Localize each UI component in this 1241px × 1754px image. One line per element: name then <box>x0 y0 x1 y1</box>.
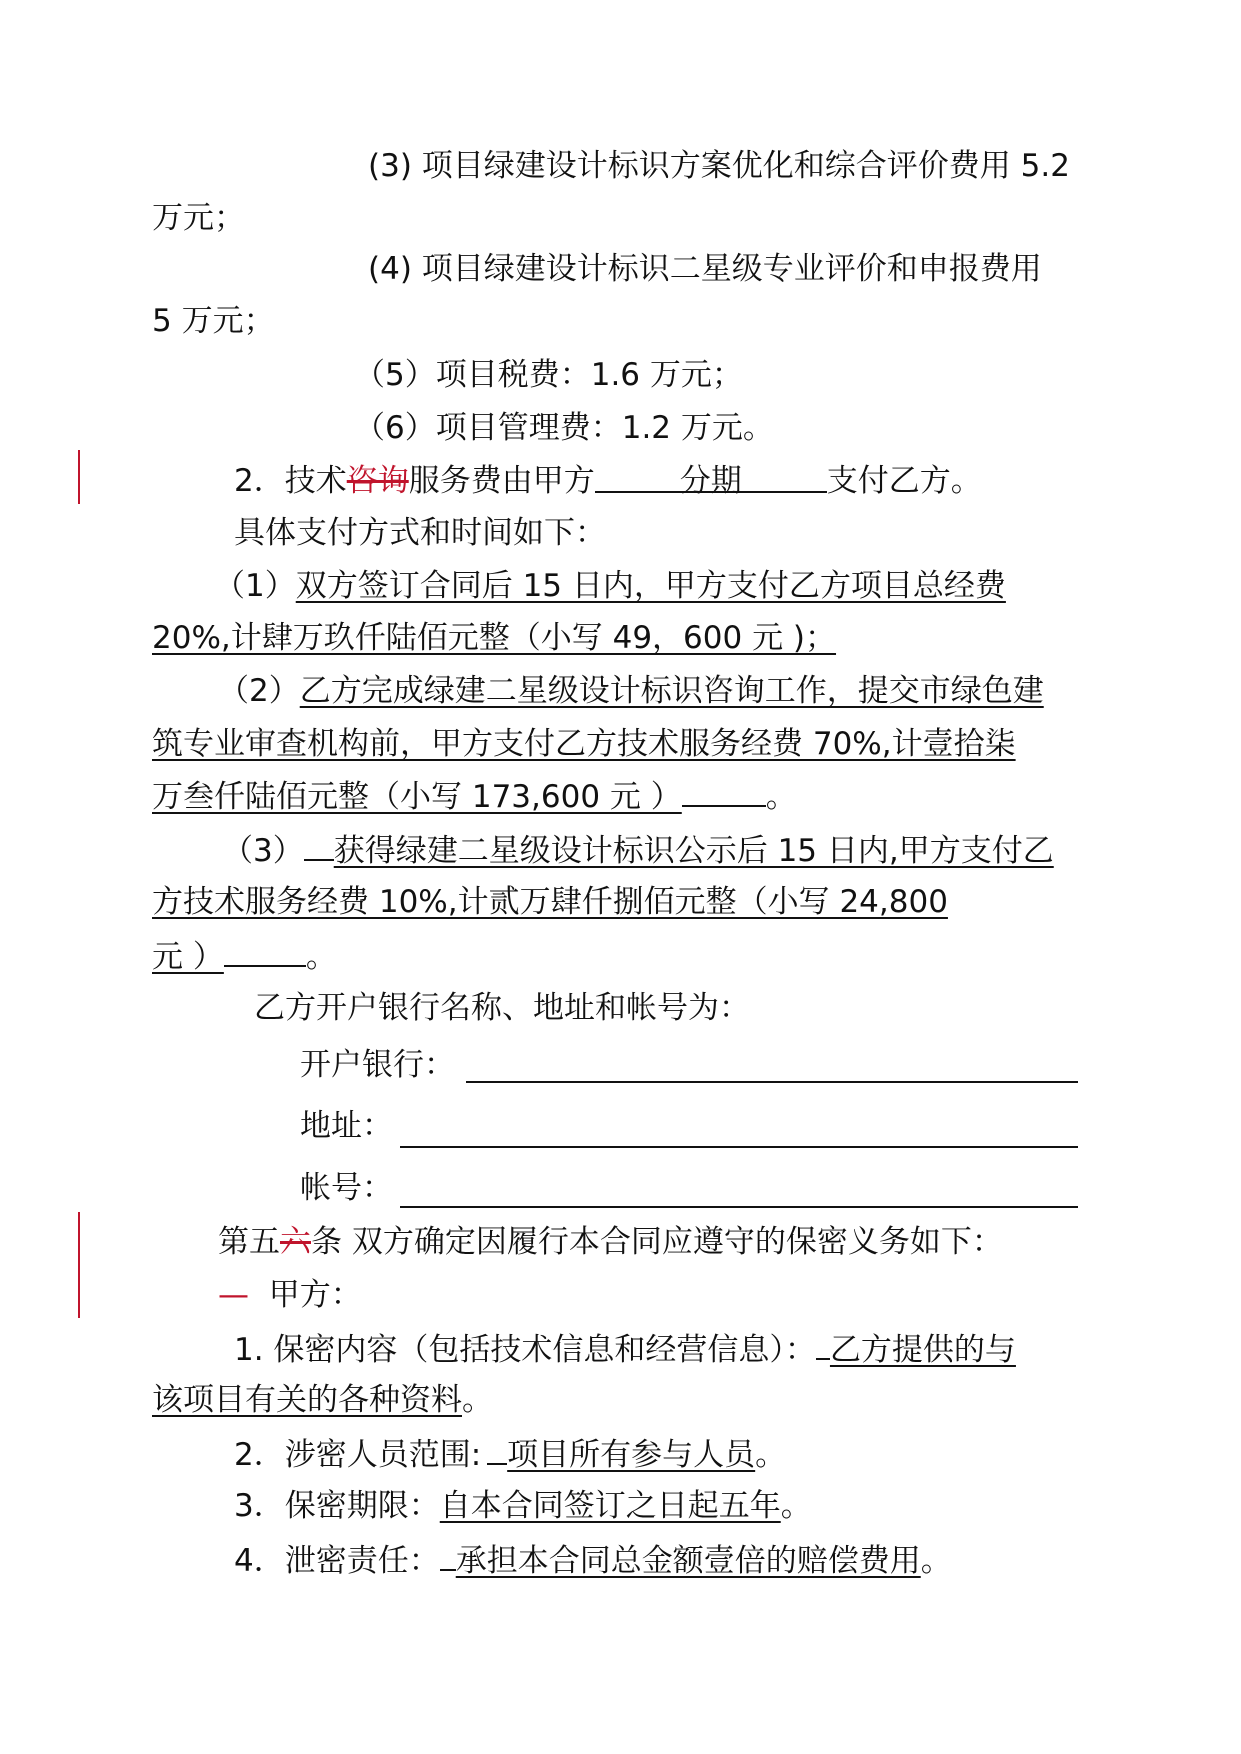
bank-address-label: 地址： <box>300 1108 393 1144</box>
bank-name-field <box>466 1081 1078 1083</box>
bank-account-label: 帐号： <box>300 1170 393 1206</box>
confidential-item-3: 3．保密期限：自本合同签订之日起五年。 <box>234 1488 812 1524</box>
article-5-heading: 第五六条 双方确定因履行本合同应遵守的保密义务如下： <box>218 1224 1003 1260</box>
payment-2-cont2: 万叁仟陆佰元整（小写 173,600 元 ） 。 <box>152 775 797 817</box>
deleted-text: 咨询 <box>346 463 409 499</box>
bank-address-field <box>400 1146 1078 1148</box>
revision-bar <box>78 450 80 504</box>
bank-heading: 乙方开户银行名称、地址和帐号为： <box>254 990 750 1026</box>
fee-item-4: (4) 项目绿建设计标识二星级专业评价和申报费用 <box>368 251 1042 287</box>
fee-item-4-cont: 5 万元； <box>152 303 275 339</box>
payment-3-cont2: 元 ） 。 <box>152 935 337 977</box>
confidential-item-4: 4．泄密责任： 承担本合同总金额壹倍的赔偿费用。 <box>234 1539 952 1581</box>
revision-bar <box>78 1212 80 1318</box>
fee-item-3-cont: 万元； <box>152 200 245 236</box>
payment-2: （2）乙方完成绿建二星级设计标识咨询工作，提交市绿色建 <box>218 673 1044 709</box>
payment-1: （1）双方签订合同后 15 日内，甲方支付乙方项目总经费 <box>214 568 1006 604</box>
payment-method-fill: 分期 <box>595 461 827 493</box>
payment-3: （3） 获得绿建二星级设计标识公示后 15 日内,甲方支付乙 <box>222 829 1054 871</box>
confidential-item-1: 1. 保密内容（包括技术信息和经营信息）： 乙方提供的与 <box>234 1328 1016 1370</box>
bank-account-field <box>400 1206 1078 1208</box>
inserted-dash: — <box>218 1277 249 1313</box>
fee-item-6: （6）项目管理费：1.2 万元。 <box>354 410 774 446</box>
payment-3-cont: 方技术服务经费 10%,计贰万肆仟捌佰元整（小写 24,800 <box>152 884 948 920</box>
bank-name-label: 开户银行： <box>300 1047 455 1083</box>
fee-item-5: （5）项目税费：1.6 万元； <box>354 357 743 393</box>
party-a-heading: — 甲方： <box>218 1277 362 1313</box>
payment-intro: 2．技术咨询服务费由甲方 分期 支付乙方。 <box>234 463 982 499</box>
confidential-item-1-cont: 该项目有关的各种资料。 <box>152 1382 493 1418</box>
payment-1-cont: 20%,计肆万玖仟陆佰元整（小写 49，600 元 )； <box>152 620 837 656</box>
payment-method-heading: 具体支付方式和时间如下： <box>234 515 606 551</box>
payment-2-cont: 筑专业审查机构前，甲方支付乙方技术服务经费 70%,计壹拾柒 <box>152 726 1016 762</box>
confidential-item-2: 2．涉密人员范围: 项目所有参与人员。 <box>234 1433 786 1475</box>
fee-item-3: (3) 项目绿建设计标识方案优化和综合评价费用 5.2 <box>368 148 1070 184</box>
deleted-text: 六 <box>280 1224 311 1260</box>
